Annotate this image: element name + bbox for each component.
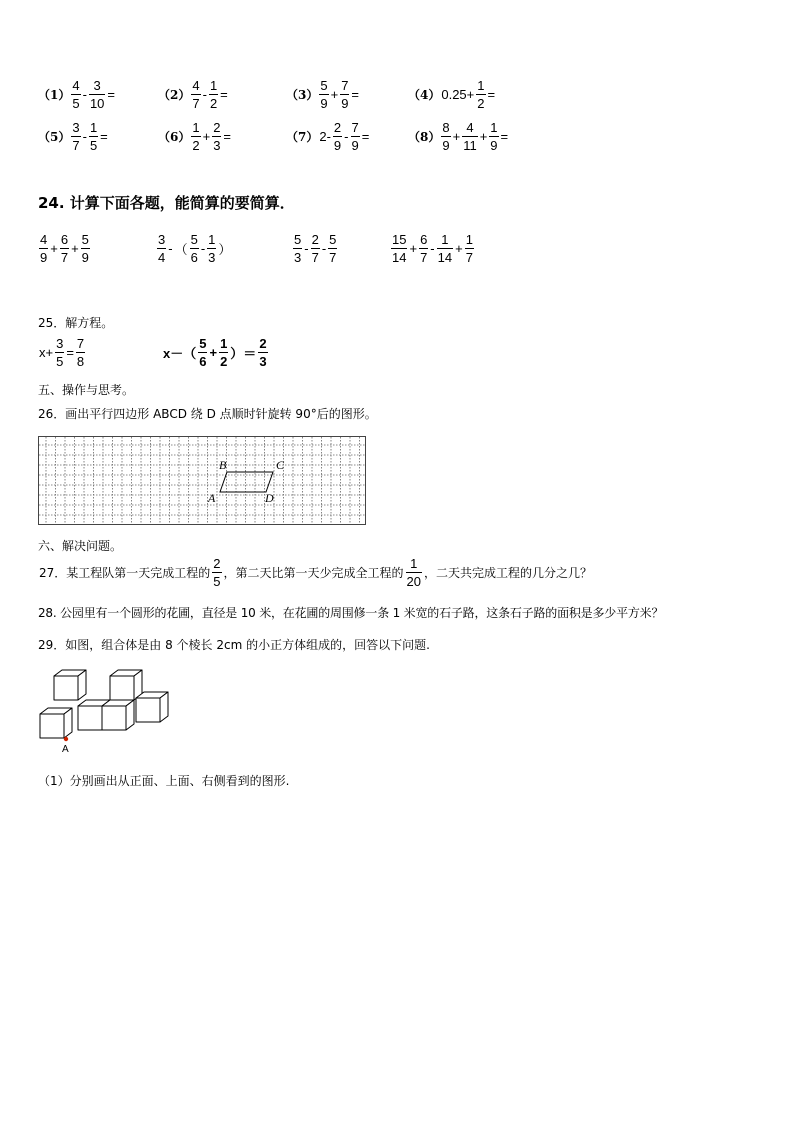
numerator: 1 bbox=[220, 336, 228, 351]
fraction bbox=[191, 120, 200, 153]
numerator: 1 bbox=[209, 78, 218, 93]
operator: - bbox=[344, 129, 349, 144]
denominator: 9 bbox=[333, 138, 342, 153]
numerator: 5 bbox=[294, 232, 302, 247]
q23-item-6 bbox=[158, 120, 232, 153]
numerator: 4 bbox=[40, 232, 48, 247]
operator: 0.25+ bbox=[441, 87, 475, 102]
denominator: 2 bbox=[192, 138, 200, 153]
denominator: 20 bbox=[406, 574, 421, 589]
operator: - bbox=[168, 241, 173, 256]
fraction bbox=[209, 78, 218, 111]
item-label: （1） bbox=[38, 88, 71, 102]
q27-mid: ，第二天比第一天少完成全工程的 bbox=[223, 566, 404, 580]
denominator: 14 bbox=[392, 250, 407, 265]
numerator: 1 bbox=[477, 78, 485, 93]
numerator: 4 bbox=[192, 78, 200, 93]
q24-expressions bbox=[38, 232, 558, 272]
fraction bbox=[465, 232, 474, 265]
denominator: 7 bbox=[420, 250, 428, 265]
operator: = bbox=[351, 87, 360, 102]
denominator: 6 bbox=[190, 250, 198, 265]
cube-top-middle bbox=[110, 670, 142, 700]
denominator: 9 bbox=[351, 138, 359, 153]
operator: - bbox=[202, 87, 207, 102]
operator: + bbox=[452, 129, 461, 144]
numerator: 2 bbox=[213, 120, 221, 135]
denominator: 9 bbox=[40, 250, 48, 265]
numerator: 4 bbox=[72, 78, 80, 93]
q28-text: 28. 公园里有一个圆形的花圃，直径是 10 米，在花圃的周围修一条 1 米宽的石子路，这条石子路的面积是多少平方米？ bbox=[38, 606, 664, 620]
q23-item-1 bbox=[38, 78, 116, 111]
denominator: 9 bbox=[442, 138, 450, 153]
denominator: 3 bbox=[213, 138, 221, 153]
operator: = bbox=[100, 129, 108, 144]
operator: - bbox=[321, 241, 327, 256]
section-5-heading: 五、操作与思考。 bbox=[38, 383, 135, 397]
numerator: 6 bbox=[420, 232, 428, 247]
operator: x+ bbox=[39, 345, 54, 360]
operator: = bbox=[223, 129, 232, 144]
q27-fraction-2 bbox=[405, 556, 423, 589]
operator: + bbox=[455, 241, 463, 256]
denominator: 7 bbox=[329, 250, 337, 265]
q29-title: 29．如图，组合体是由 8 个棱长 2cm 的小正方体组成的，回答以下问题. bbox=[38, 638, 430, 652]
operator: - bbox=[200, 241, 206, 256]
numerator: 5 bbox=[199, 336, 207, 351]
numerator: 3 bbox=[89, 78, 105, 95]
numerator: 1 bbox=[465, 232, 473, 247]
numerator: 4 bbox=[462, 120, 478, 137]
q25-equation-2 bbox=[162, 336, 269, 369]
cube-front-left bbox=[40, 708, 72, 738]
denominator: 6 bbox=[199, 354, 207, 369]
q24-expr-3 bbox=[292, 232, 338, 265]
fraction bbox=[55, 336, 64, 369]
numerator: 3 bbox=[72, 120, 80, 135]
fraction bbox=[328, 232, 337, 265]
numerator: 1 bbox=[89, 120, 98, 135]
numerator: 7 bbox=[351, 120, 359, 135]
operator: （ bbox=[174, 242, 188, 257]
fraction bbox=[391, 232, 407, 265]
operator: ） bbox=[218, 242, 232, 257]
fraction bbox=[157, 232, 166, 265]
vertex-label-c: C bbox=[276, 458, 285, 472]
item-label: （5） bbox=[38, 130, 71, 144]
denominator: 10 bbox=[89, 96, 105, 111]
fraction bbox=[437, 232, 453, 265]
q26-title: 26．画出平行四边形 ABCD 绕 D 点顺时针旋转 90°后的图形。 bbox=[38, 407, 377, 421]
operator: x－（ bbox=[163, 346, 197, 361]
denominator: 14 bbox=[437, 250, 453, 265]
denominator: 7 bbox=[311, 250, 319, 265]
point-a-label: A bbox=[62, 744, 69, 755]
vertex-label-a: A bbox=[208, 491, 216, 505]
q29-cube-figure bbox=[38, 668, 178, 758]
numerator: 2 bbox=[311, 232, 319, 247]
denominator: 7 bbox=[72, 138, 80, 153]
numerator: 6 bbox=[60, 232, 69, 247]
fraction bbox=[489, 120, 498, 153]
numerator: 7 bbox=[341, 78, 349, 93]
denominator: 3 bbox=[294, 250, 302, 265]
operator: + bbox=[409, 241, 418, 256]
operator: - bbox=[304, 241, 309, 256]
cube-back-right bbox=[136, 692, 168, 722]
q23-item-3 bbox=[286, 78, 360, 111]
operator: = bbox=[487, 87, 496, 102]
denominator: 7 bbox=[192, 96, 200, 111]
denominator: 2 bbox=[209, 96, 218, 111]
numerator: 7 bbox=[76, 336, 85, 351]
fraction bbox=[212, 556, 221, 589]
numerator: 2 bbox=[213, 556, 221, 571]
numerator: 1 bbox=[490, 120, 498, 135]
q26-grid-figure bbox=[38, 436, 368, 526]
numerator: 3 bbox=[56, 336, 64, 351]
fraction bbox=[207, 232, 216, 265]
operator: + bbox=[50, 241, 58, 256]
operator: = bbox=[66, 345, 74, 360]
cube-top-left bbox=[54, 670, 86, 700]
fraction bbox=[60, 232, 69, 265]
denominator: 5 bbox=[213, 574, 221, 589]
fraction bbox=[89, 78, 105, 111]
numerator: 5 bbox=[329, 232, 337, 247]
numerator: 3 bbox=[158, 232, 166, 247]
denominator: 4 bbox=[158, 250, 166, 265]
q24-expr-4 bbox=[390, 232, 475, 265]
denominator: 5 bbox=[72, 96, 80, 111]
q27-fraction-1 bbox=[211, 556, 222, 589]
operator: + bbox=[209, 345, 218, 360]
denominator: 2 bbox=[220, 354, 228, 369]
numerator: 2 bbox=[333, 120, 342, 135]
numerator: 5 bbox=[81, 232, 89, 247]
fraction bbox=[219, 336, 228, 369]
operator: ）＝ bbox=[230, 346, 257, 361]
item-label: （7） bbox=[286, 130, 319, 144]
fraction bbox=[293, 232, 302, 265]
fraction bbox=[89, 120, 98, 153]
numerator: 2 bbox=[259, 336, 267, 351]
fraction bbox=[258, 336, 267, 369]
denominator: 5 bbox=[89, 138, 98, 153]
fraction bbox=[76, 336, 85, 369]
item-label: （8） bbox=[408, 130, 441, 144]
operator: + bbox=[202, 129, 211, 144]
q23-item-4 bbox=[408, 78, 496, 111]
q25-title: 25．解方程。 bbox=[38, 316, 114, 330]
numerator: 5 bbox=[190, 232, 198, 247]
operator: - bbox=[430, 241, 435, 256]
denominator: 9 bbox=[320, 96, 328, 111]
q23-item-8 bbox=[408, 120, 509, 153]
item-label: （3） bbox=[286, 88, 319, 102]
numerator: 1 bbox=[406, 556, 422, 573]
fraction bbox=[212, 120, 221, 153]
fraction bbox=[406, 556, 422, 589]
denominator: 2 bbox=[477, 96, 485, 111]
denominator: 11 bbox=[463, 138, 477, 153]
fraction bbox=[462, 120, 478, 153]
denominator: 8 bbox=[76, 354, 85, 369]
q23-item-7 bbox=[286, 120, 370, 153]
fraction bbox=[351, 120, 360, 153]
denominator: 9 bbox=[341, 96, 349, 111]
q25-equations bbox=[38, 336, 338, 376]
q27-pre: 27．某工程队第一天完成工程的 bbox=[39, 566, 211, 580]
numerator: 1 bbox=[437, 232, 453, 249]
denominator: 5 bbox=[56, 354, 64, 369]
numerator: 5 bbox=[320, 78, 328, 93]
cube-middle-row-2 bbox=[102, 700, 134, 730]
operator: + bbox=[71, 241, 79, 256]
operator: - bbox=[82, 129, 87, 144]
q27-post: ，二天共完成工程的几分之几？ bbox=[424, 566, 593, 580]
fraction bbox=[311, 232, 320, 265]
fraction bbox=[191, 78, 200, 111]
q23-item-5 bbox=[38, 120, 109, 153]
numerator: 8 bbox=[442, 120, 450, 135]
q29-subquestion-1: （1）分别画出从正面、上面、右侧看到的图形. bbox=[38, 774, 290, 788]
q23-row1 bbox=[38, 78, 558, 118]
denominator: 7 bbox=[60, 250, 69, 265]
q27-text bbox=[38, 556, 593, 589]
operator: = bbox=[107, 87, 115, 102]
operator: + bbox=[330, 87, 339, 102]
fraction bbox=[333, 120, 342, 153]
operator: = bbox=[500, 129, 509, 144]
q23-row2 bbox=[38, 120, 558, 160]
fraction bbox=[71, 78, 80, 111]
fraction bbox=[419, 232, 428, 265]
numerator: 1 bbox=[192, 120, 200, 135]
item-label: （4） bbox=[408, 88, 441, 102]
fraction bbox=[198, 336, 207, 369]
numerator: 1 bbox=[208, 232, 216, 247]
section-6-heading: 六、解决问题。 bbox=[38, 539, 123, 553]
fraction bbox=[71, 120, 80, 153]
fraction bbox=[340, 78, 349, 111]
operator: = bbox=[361, 129, 370, 144]
vertex-label-b: B bbox=[219, 458, 227, 472]
denominator: 3 bbox=[208, 250, 216, 265]
item-label: （6） bbox=[158, 130, 191, 144]
operator: = bbox=[220, 87, 228, 102]
fraction bbox=[476, 78, 485, 111]
point-a-marker bbox=[64, 737, 68, 741]
q24-expr-2 bbox=[156, 232, 232, 265]
denominator: 7 bbox=[465, 250, 473, 265]
q25-equation-1 bbox=[38, 336, 86, 369]
item-label: （2） bbox=[158, 88, 191, 102]
vertex-label-d: D bbox=[265, 491, 274, 505]
numerator: 15 bbox=[392, 232, 407, 247]
fraction bbox=[441, 120, 450, 153]
denominator: 9 bbox=[81, 250, 89, 265]
denominator: 3 bbox=[259, 354, 267, 369]
fraction bbox=[81, 232, 90, 265]
fraction bbox=[190, 232, 199, 265]
q24-title: 24. 计算下面各题，能简算的要简算． bbox=[38, 194, 295, 212]
operator: + bbox=[479, 129, 488, 144]
q23-item-2 bbox=[158, 78, 229, 111]
denominator: 9 bbox=[490, 138, 498, 153]
operator: - bbox=[82, 87, 87, 102]
fraction bbox=[39, 232, 48, 265]
fraction bbox=[319, 78, 328, 111]
operator: 2- bbox=[319, 129, 331, 144]
q24-expr-1 bbox=[38, 232, 91, 265]
